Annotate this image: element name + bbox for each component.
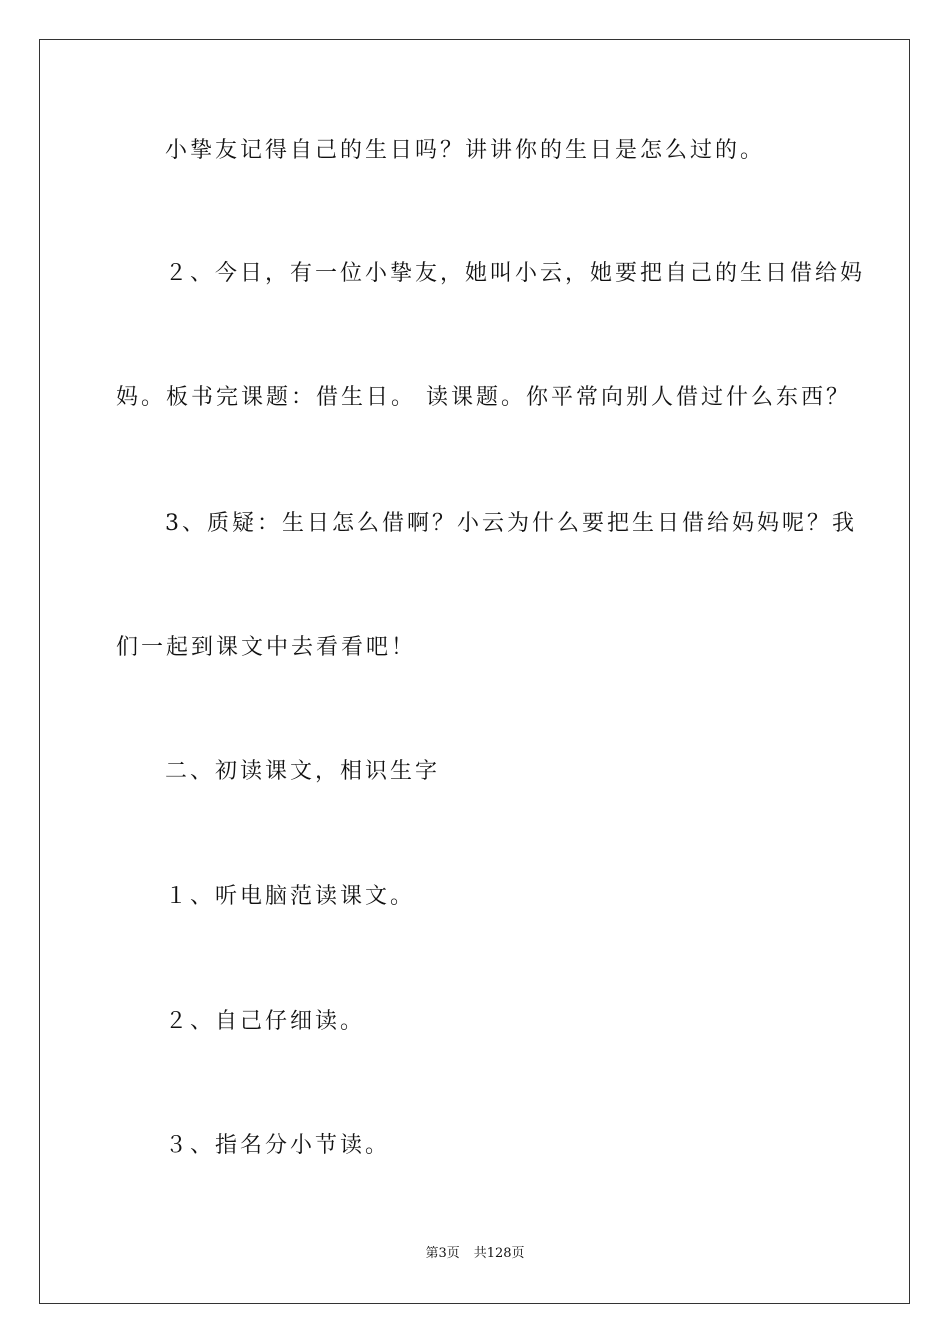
page-border [39,39,910,1304]
paragraph-line-4: 3、质疑：生日怎么借啊？小云为什么要把生日借给妈妈呢？我 [165,511,857,536]
paragraph-line-2: ２、今日，有一位小挚友，她叫小云，她要把自己的生日借给妈 [165,261,866,286]
paragraph-line-7: １、听电脑范读课文。 [165,884,416,909]
section-heading: 二、初读课文，相识生字 [165,759,441,784]
paragraph-line-8: ２、自己仔细读。 [165,1009,366,1034]
paragraph-line-5: 们一起到课文中去看看吧！ [116,635,417,660]
total-pages: 共128页 [473,1246,525,1261]
page-number: 第3页 [425,1246,460,1261]
paragraph-line-1: 小挚友记得自己的生日吗？讲讲你的生日是怎么过的。 [165,138,766,163]
paragraph-line-3: 妈。板书完课题：借生日。 读课题。你平常向别人借过什么东西？ [116,385,851,410]
paragraph-line-9: ３、指名分小节读。 [165,1133,391,1158]
page-footer [0,1245,950,1263]
